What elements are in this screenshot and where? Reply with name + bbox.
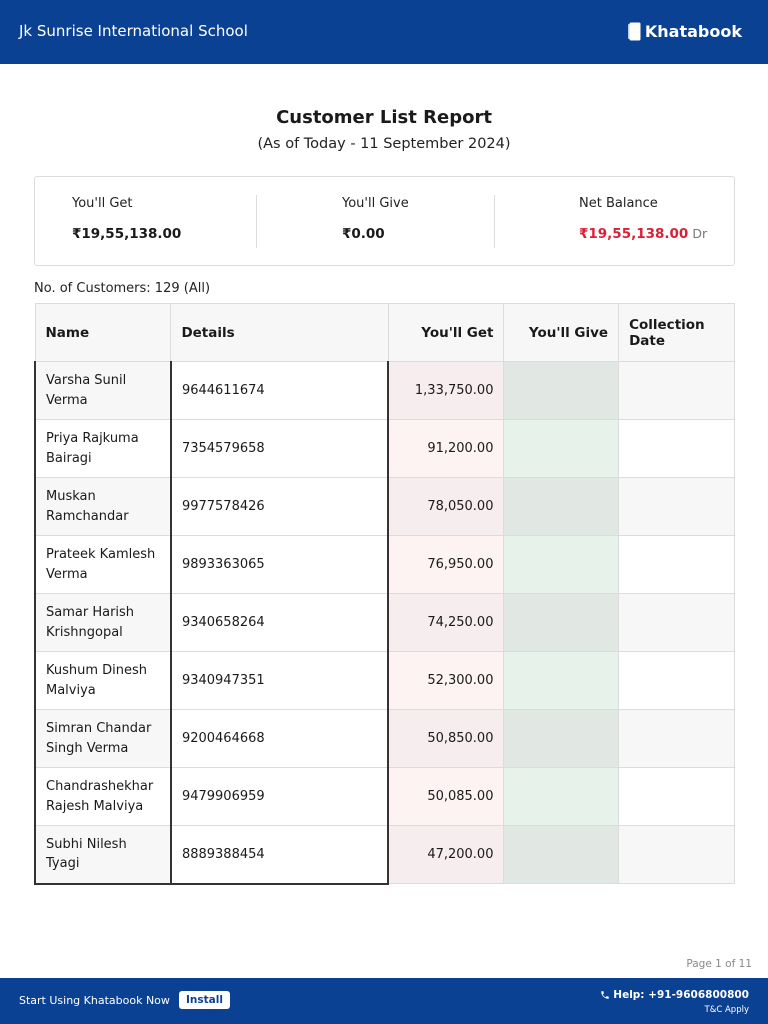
summary-box: [34, 176, 735, 266]
cell-details: 9644611674: [171, 362, 388, 420]
cell-collection-date: [619, 536, 735, 594]
cell-give: [504, 652, 619, 710]
table-row: [35, 710, 735, 768]
cell-get: 47,200.00: [388, 826, 504, 884]
cell-give: [504, 710, 619, 768]
summary-net-label: Net Balance: [579, 196, 658, 211]
cell-collection-date: [619, 710, 735, 768]
summary-give-value: ₹0.00: [342, 226, 385, 242]
cell-collection-date: [619, 362, 735, 420]
cell-get: 1,33,750.00: [388, 362, 504, 420]
cell-name: Varsha Sunil Verma: [35, 362, 171, 420]
cell-get: 91,200.00: [388, 420, 504, 478]
col-header-details: Details: [171, 304, 388, 362]
cell-name: Prateek Kamlesh Verma: [35, 536, 171, 594]
cell-details: 7354579658: [171, 420, 388, 478]
help-text: Help: +91-9606800800: [613, 989, 749, 1001]
tnc-link[interactable]: T&C Apply: [704, 1005, 749, 1015]
cell-give: [504, 768, 619, 826]
summary-get-label: You'll Get: [72, 196, 133, 211]
table-header-row: [35, 304, 735, 362]
cell-details: 9893363065: [171, 536, 388, 594]
table-row: [35, 478, 735, 536]
cell-give: [504, 420, 619, 478]
cell-get: 50,850.00: [388, 710, 504, 768]
table-row: [35, 362, 735, 420]
cell-details: 9479906959: [171, 768, 388, 826]
book-icon: [628, 22, 641, 41]
table-row: [35, 594, 735, 652]
cell-get: 74,250.00: [388, 594, 504, 652]
cell-collection-date: [619, 652, 735, 710]
footer-cta: Start Using Khatabook Now: [19, 994, 170, 1007]
summary-net-value: [579, 226, 707, 242]
net-balance-amount: ₹19,55,138.00: [579, 226, 689, 242]
summary-divider: [256, 195, 257, 248]
phone-icon: [600, 990, 610, 1000]
school-name: Jk Sunrise International School: [19, 22, 248, 40]
customer-count: No. of Customers: 129 (All): [34, 281, 211, 296]
cell-get: 78,050.00: [388, 478, 504, 536]
table-row: [35, 768, 735, 826]
net-balance-suffix: Dr: [692, 226, 708, 241]
table-row: [35, 536, 735, 594]
cell-name: Simran Chandar Singh Verma: [35, 710, 171, 768]
cell-name: Muskan Ramchandar: [35, 478, 171, 536]
cell-name: Chandrashekhar Rajesh Malviya: [35, 768, 171, 826]
cell-details: 9200464668: [171, 710, 388, 768]
cell-name: Priya Rajkuma Bairagi: [35, 420, 171, 478]
cell-details: 8889388454: [171, 826, 388, 884]
cell-collection-date: [619, 826, 735, 884]
cell-give: [504, 536, 619, 594]
table-row: [35, 652, 735, 710]
customer-table: [34, 303, 735, 885]
cell-get: 52,300.00: [388, 652, 504, 710]
cell-details: 9340947351: [171, 652, 388, 710]
cell-details: 9340658264: [171, 594, 388, 652]
cell-details: 9977578426: [171, 478, 388, 536]
col-header-get: You'll Get: [388, 304, 504, 362]
report-title: Customer List Report: [276, 107, 492, 128]
cell-collection-date: [619, 768, 735, 826]
page-indicator: Page 1 of 11: [686, 958, 752, 970]
table-row: [35, 826, 735, 884]
cell-collection-date: [619, 420, 735, 478]
cell-get: 50,085.00: [388, 768, 504, 826]
cell-name: Samar Harish Krishngopal: [35, 594, 171, 652]
report-subtitle: (As of Today - 11 September 2024): [257, 136, 511, 152]
brand-name: Khatabook: [644, 22, 742, 41]
top-header-bar: [0, 0, 768, 64]
help-contact[interactable]: [600, 989, 749, 1001]
cell-give: [504, 478, 619, 536]
cell-name: Kushum Dinesh Malviya: [35, 652, 171, 710]
khatabook-logo: [628, 22, 742, 41]
cell-get: 76,950.00: [388, 536, 504, 594]
summary-divider: [494, 195, 495, 248]
col-header-collection: Collection Date: [619, 304, 735, 362]
table-row: [35, 420, 735, 478]
cell-give: [504, 826, 619, 884]
cell-name: Subhi Nilesh Tyagi: [35, 826, 171, 884]
cell-collection-date: [619, 478, 735, 536]
cell-collection-date: [619, 594, 735, 652]
summary-give-label: You'll Give: [342, 196, 409, 211]
install-button[interactable]: Install: [179, 991, 230, 1009]
summary-get-value: ₹19,55,138.00: [72, 226, 182, 242]
cell-give: [504, 594, 619, 652]
footer-bar: [0, 978, 768, 1024]
col-header-give: You'll Give: [504, 304, 619, 362]
cell-give: [504, 362, 619, 420]
col-header-name: Name: [35, 304, 171, 362]
